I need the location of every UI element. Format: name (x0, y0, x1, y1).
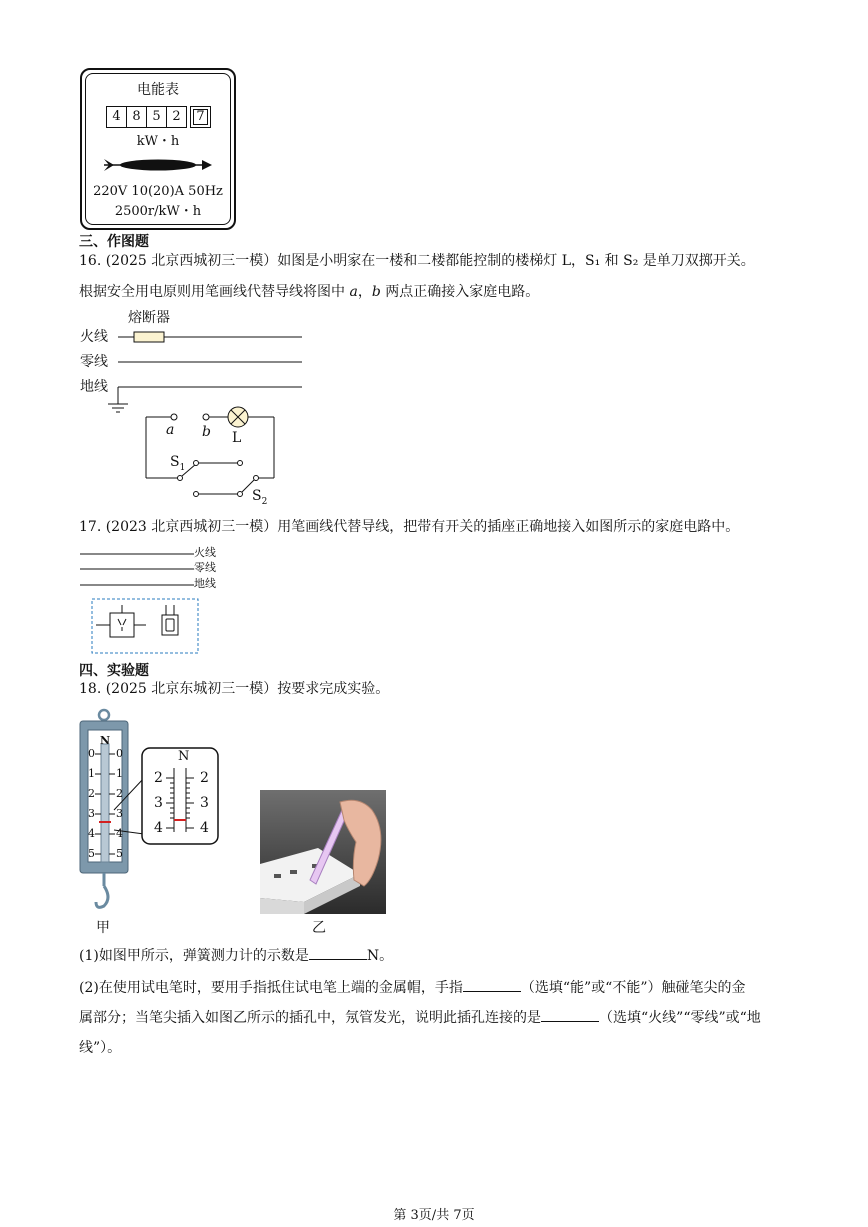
electric-meter (80, 68, 236, 230)
zoom-tick-label: 3 (154, 795, 163, 811)
zoom-tick-label: 2 (154, 770, 163, 786)
q17-neutral-label: 零线 (194, 561, 216, 574)
test-pen-photo (260, 790, 386, 914)
question-16-line1: 16. (2025 北京西城初三一模）如图是小明家在一楼和二楼都能控制的楼梯灯 L，S₁ 和 S₂ 是单刀双掷开关。 (79, 253, 755, 269)
meter-spec-rev: 2500r/kW・h (114, 204, 202, 219)
fuse-label: 熔断器 (128, 310, 170, 326)
scale-tick-label: 3 (88, 807, 95, 820)
meter-title: 电能表 (137, 82, 179, 98)
meter-digit: 4 (106, 106, 127, 128)
lamp-label: L (232, 430, 242, 446)
q18-sub2-text: 属部分；当笔尖插入如图乙所示的插孔中，氖管发光，说明此插孔连接的是 (79, 1010, 541, 1026)
answer-blank-2[interactable] (463, 991, 521, 992)
circuit-wiring (78, 308, 308, 508)
scale-tick-label: 3 (116, 807, 123, 820)
q16-text: 根据安全用电原则用笔画线代替导线将图中 (79, 284, 350, 300)
scale-tick-label: 5 (88, 847, 95, 860)
meter-digit: 2 (166, 106, 187, 128)
answer-blank-1[interactable] (309, 959, 367, 960)
question-16-line2 (79, 282, 539, 302)
q17-ground-label: 地线 (194, 577, 216, 590)
question-18-line1: 18. (2025 北京东城初三一模）按要求完成实验。 (79, 681, 390, 697)
q17-live-label: 火线 (194, 546, 216, 559)
point-a-label: a (166, 422, 175, 438)
ground-wire-label: 地线 (80, 379, 108, 395)
neutral-wire-label: 零线 (80, 354, 108, 370)
scale-tick-label: 2 (116, 787, 123, 800)
q16-circuit-diagram (78, 308, 308, 508)
figure-label-yi: 乙 (312, 920, 326, 936)
figure-label-jia: 甲 (96, 920, 110, 936)
meter-spec-rating: 220V 10(20)A 50Hz (93, 184, 223, 199)
meter-digit: 5 (146, 106, 167, 128)
page-footer: 第 3页/共 7页 (393, 1208, 475, 1223)
scale-unit-label: N (100, 734, 111, 747)
q16-point-b: b (371, 284, 381, 300)
meter-digit: 8 (126, 106, 147, 128)
q18-sub2-line1 (79, 978, 745, 998)
q18-sub2-text: （选填“火线”“零线”或“地 (599, 1010, 761, 1026)
meter-inner-frame (85, 73, 231, 225)
live-wire-label: 火线 (80, 329, 108, 345)
meter-digits (106, 106, 210, 128)
meter-disc-icon (102, 154, 214, 176)
q18-sub1 (79, 946, 393, 966)
point-b-label: b (202, 424, 211, 440)
q18-sub2-line2 (79, 1008, 761, 1028)
q16-point-a: a (349, 284, 358, 300)
scale-tick-label: 5 (116, 847, 123, 860)
scale-tick-label: 4 (88, 827, 95, 840)
zoom-tick-label: 3 (200, 795, 209, 811)
scale-tick-label: 0 (116, 747, 123, 760)
zoom-tick-label: 4 (154, 820, 163, 836)
q17-socket-diagram (78, 545, 228, 657)
spring-scale-figure (78, 706, 223, 916)
q18-sub1-unit: N。 (366, 948, 394, 964)
test-pen-illustration (260, 790, 386, 914)
q18-sub1-text: (1)如图甲所示，弹簧测力计的示数是 (79, 948, 309, 964)
scale-tick-label: 4 (116, 827, 123, 840)
s2-sub: 2 (261, 496, 268, 507)
q16-sep: ， (357, 284, 372, 300)
switch-s1-label (170, 452, 185, 478)
s1-letter: S (170, 454, 180, 470)
q16-text-end: 两点正确接入家庭电路。 (380, 284, 540, 300)
q18-sub2-text: (2)在使用试电笔时，要用手指抵住试电笔上端的金属帽，手指 (79, 980, 463, 996)
section-title: 三、作图题 (79, 234, 149, 250)
scale-tick-label: 1 (116, 767, 123, 780)
zoom-tick-label: 2 (200, 770, 209, 786)
scale-tick-label: 0 (88, 747, 95, 760)
section-title: 四、实验题 (79, 663, 149, 679)
zoom-unit-label: N (178, 749, 190, 764)
meter-unit: kW・h (136, 134, 180, 149)
q18-sub2-text: （选填“能”或“不能”）触碰笔尖的金 (520, 980, 746, 996)
meter-digit-decimal: 7 (190, 106, 211, 128)
s1-sub: 1 (179, 462, 186, 473)
zoom-tick-label: 4 (200, 820, 209, 836)
switch-s2-label (252, 486, 267, 512)
q18-sub2-line3: 线”）。 (79, 1040, 122, 1056)
question-17-line1: 17. (2023 北京西城初三一模）用笔画线代替导线，把带有开关的插座正确地接入如图所示的家庭电路中。 (79, 519, 740, 535)
scale-tick-label: 2 (88, 787, 95, 800)
scale-tick-label: 1 (88, 767, 95, 780)
s2-letter: S (252, 488, 262, 504)
answer-blank-3[interactable] (541, 1021, 599, 1022)
